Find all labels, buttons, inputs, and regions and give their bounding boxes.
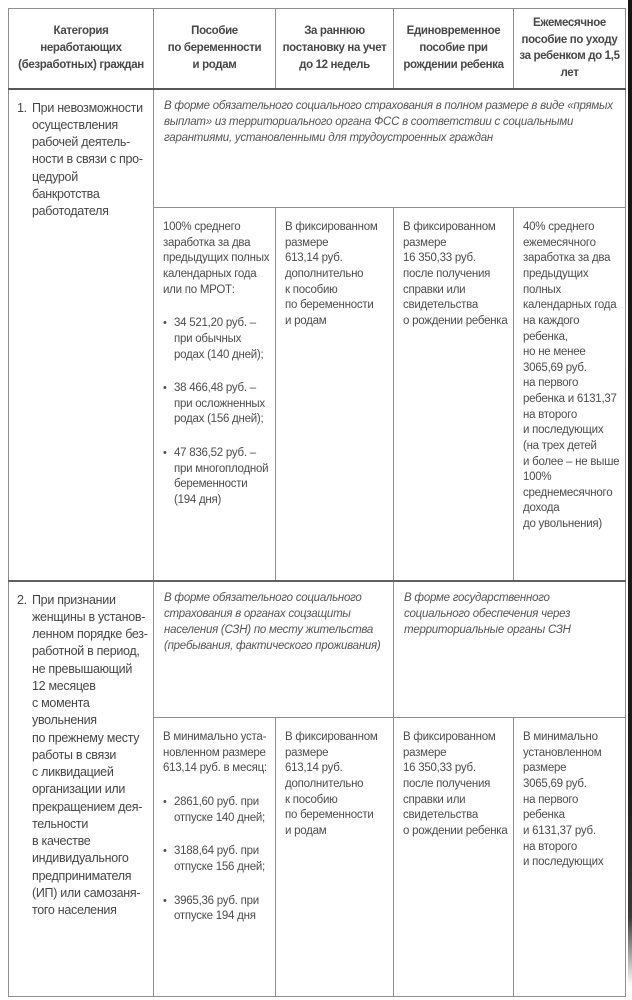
row1-number: 1.	[17, 100, 27, 115]
bullet-text: 2861,60 руб. при отпуске 140 дней;	[174, 796, 265, 824]
row2-birth-grant-cell: В фиксированном размере 16 350,33 руб. после получения справки или свидетельства о рождении ребенка	[394, 718, 514, 997]
row2-note-right-columns: В форме государственного социального обеспечения через территориальные органы СЗН	[394, 581, 626, 718]
bullet-marker: •	[163, 845, 167, 858]
row1-category-cell	[9, 89, 154, 581]
row1-category	[17, 100, 148, 221]
list-item	[163, 316, 270, 363]
bullet-text: 3188,64 руб. при отпуске 156 дней;	[174, 845, 265, 873]
list-item	[163, 446, 270, 509]
bullet-marker: •	[163, 382, 167, 395]
bullet-marker: •	[163, 317, 167, 330]
benefits-table	[8, 8, 626, 997]
bullet-text: 47 836,52 руб. – при многоплодной беременности (194 дня)	[174, 447, 269, 506]
bullet-text: 3965,36 руб. при отпуске 194 дня	[174, 894, 259, 923]
bullet-text: 34 521,20 руб. – при обычных родах (140 дней);	[174, 317, 264, 361]
row1-childcare-cell: 40% среднего ежемесячного заработка за два предыдущих полных календарных года на каждого ребенка, но не менее 3065,69 руб. на первого ребенка и 6131,37 на второго и последующих (на трех детей и более – не выше 100% среднемесячного дохода до увольнения)	[514, 208, 626, 581]
col-header-birth-grant: Единовременное пособие при рождении ребенка	[394, 9, 514, 89]
bullet-marker: •	[163, 447, 167, 460]
list-item	[163, 894, 270, 925]
col-header-maternity: Пособие по беременности и родам	[154, 9, 276, 89]
bullet-marker: •	[163, 796, 167, 809]
row2-note-left-columns: В форме обязательного социального страхования в органах соцзащиты населения (СЗН) по месту жительства (пребывания, фактического проживания)	[154, 581, 394, 718]
row1-note-row	[9, 89, 626, 208]
row1-maternity-intro: 100% среднего заработка за два предыдущих полных календарных года или по МРОТ:	[163, 221, 270, 296]
col-header-early-registration: За раннюю постановку на учет до 12 недель	[276, 9, 394, 89]
row2-category-cell	[9, 581, 154, 997]
row2-note-row	[9, 581, 626, 718]
col-header-childcare: Ежемесячное пособие по уходу за ребенком до 1,5 лет	[514, 9, 626, 89]
row1-birth-grant-cell: В фиксированном размере 16 350,33 руб. после получения справки или свидетельства о рождении ребенка	[394, 208, 514, 581]
list-item	[163, 381, 270, 428]
row2-category	[17, 592, 148, 920]
bullet-marker: •	[163, 894, 167, 907]
bullet-text: 38 466,48 руб. – при осложненных родах (156 дней);	[174, 382, 265, 426]
row1-early-registration-cell: В фиксированном размере 613,14 руб. дополнительно к пособию по беременности и родам	[276, 208, 394, 581]
row2-maternity-bullets	[163, 795, 270, 925]
row2-early-registration-cell: В фиксированном размере 613,14 руб. дополнительно к пособию по беременности и родам	[276, 718, 394, 997]
row1-note-all-columns: В форме обязательного социального страхования в полном размере в виде «прямых выплат» из территориального органа ФСС в соответствии с социальными гарантиями, установленными для трудоустроенных граждан	[154, 89, 626, 208]
page-edge-shadow	[628, 0, 632, 986]
row2-maternity-cell	[154, 718, 276, 997]
row2-number: 2.	[17, 592, 27, 607]
list-item	[163, 844, 270, 875]
col-header-category: Категория неработающих (безработных) граждан	[9, 9, 154, 89]
row2-maternity-intro: В минимально установленном размере 613,14 руб. в месяц:	[163, 731, 267, 775]
list-item	[163, 795, 270, 826]
row2-childcare-cell: В минимально установленном размере 3065,69 руб. на первого ребенка и 6131,37 руб. на второго и последующих	[514, 718, 626, 997]
row2-category-text: При признании женщины в установленном порядке безработной в период, не превышающий 12 месяцев с момента увольнения по прежнему месту работы в связи с ликвидацией организации или прекращением деятельности в качестве индивидуального предпринимателя (ИП) или самозанятого населения	[32, 592, 148, 918]
row1-maternity-bullets	[163, 316, 270, 508]
row1-category-text: При невозможности осуществления рабочей деятельности в связи с процедурой банкротства работодателя	[32, 100, 143, 219]
row1-maternity-cell	[154, 208, 276, 581]
header-row	[9, 9, 626, 89]
